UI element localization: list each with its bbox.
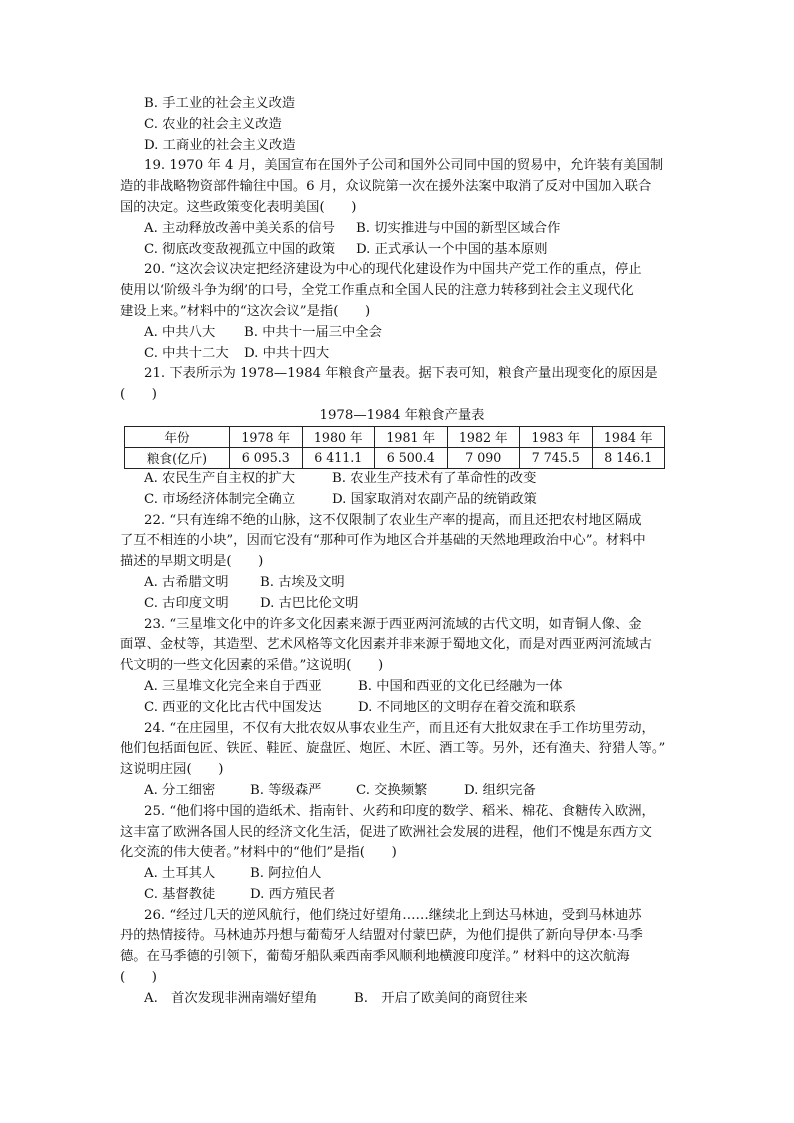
table-title: 1978—1984 年粮食产量表 [319, 407, 485, 423]
option-a: A. 主动释放改善中美关系的信号 [144, 220, 335, 236]
question-text: 他们包括面包匠、铁匠、鞋匠、旋盘匠、炮匠、木匠、酒工等。另外，还有渔夫、狩猎人等。” [120, 741, 666, 757]
table-header-cell: 1980 年 [302, 426, 375, 447]
option-d: D. 古巴比伦文明 [260, 595, 359, 611]
option-a: A. 中共八大 [144, 324, 216, 340]
question-text: 19. 1970 年 4 月，美国宣布在国外子公司和国外公司同中国的贸易中，允许装有美国制 [144, 158, 664, 174]
option-d: D. 正式承认一个中国的基本原则 [356, 241, 548, 257]
option-row [120, 594, 680, 615]
question-text: 了互不相连的小块”，因而它没有“那种可作为地区合并基础的天然地理政治中心”。材料中 [120, 533, 646, 549]
option-a: A. 首次发现非洲南端好望角 [144, 990, 318, 1006]
option-d: D. 工商业的社会主义改造 [144, 137, 296, 153]
question-text: 德。在马季德的引领下，葡萄牙船队乘西南季风顺利地横渡印度洋。” 材料中的这次航海 [120, 949, 630, 965]
question-text: 造的非战略物资部件输往中国。6 月，众议院第一次在援外法案中取消了反对中国加入联合 [120, 179, 652, 195]
question-text: 25. “他们将中国的造纸术、指南针、火药和印度的数学、稻米、棉花、食糖传入欧洲， [144, 803, 655, 819]
table-cell: 8 146.1 [592, 447, 665, 468]
question-text: ( ) [120, 970, 157, 986]
option-row [120, 885, 680, 906]
exam-page [120, 94, 680, 1010]
table-cell: 6 095.3 [230, 447, 303, 468]
option-d: D. 中共十四大 [244, 345, 330, 361]
option-c: C. 基督教徒 [144, 886, 216, 902]
option-row [120, 344, 680, 365]
option-c: C. 交换频繁 [356, 782, 428, 798]
question-24 [120, 719, 680, 802]
question-text: 描述的早期文明是( ) [120, 554, 264, 570]
option-row [120, 323, 680, 344]
question-text: 国的决定。这些政策变化表明美国( ) [120, 199, 357, 215]
option-row [120, 490, 680, 511]
question-23 [120, 615, 680, 719]
question-text: 24. “在庄园里，不仅有大批农奴从事农业生产，而且还有大批奴隶在手工作坊里劳动， [144, 720, 655, 736]
q18-options [120, 94, 680, 156]
table-header-cell: 1984 年 [592, 426, 665, 447]
question-text: 丹的热情接待。马林迪苏丹想与葡萄牙人结盟对付蒙巴萨，为他们提供了新向导伊本·马季 [120, 928, 643, 944]
option-b: B. 开启了欧美间的商贸往来 [354, 990, 528, 1006]
option-b: B. 切实推进与中国的新型区域合作 [356, 220, 561, 236]
option-a: A. 分工细密 [144, 782, 216, 798]
table-row [125, 447, 665, 468]
question-text: 这丰富了欧洲各国人民的经济文化生活，促进了欧洲社会发展的进程，他们不愧是东西方文 [120, 824, 652, 840]
table-header-row [125, 426, 665, 447]
table-cell: 6 411.1 [302, 447, 375, 468]
question-text: 建设上来。”材料中的“这次会议”是指( ) [120, 303, 371, 319]
option-row [120, 677, 680, 698]
option-c: C. 西亚的文化比古代中国发达 [144, 699, 322, 715]
table-header-cell: 1981 年 [375, 426, 448, 447]
question-text: 代文明的一些文化因素的采借。”这说明( ) [120, 658, 384, 674]
grain-output-table [124, 426, 665, 469]
table-cell: 7 745.5 [520, 447, 593, 468]
option-b: B. 手工业的社会主义改造 [144, 96, 296, 111]
question-21 [120, 364, 680, 510]
option-b: B. 古埃及文明 [260, 574, 345, 590]
option-b: B. 等级森严 [250, 782, 322, 798]
option-d: D. 国家取消对农副产品的统销政策 [332, 491, 537, 507]
option-row [120, 864, 680, 885]
option-c: C. 彻底改变敌视孤立中国的政策 [144, 241, 336, 257]
option-c: C. 古印度文明 [144, 595, 229, 611]
table-cell: 6 500.4 [375, 447, 448, 468]
option-c: C. 中共十二大 [144, 345, 229, 361]
question-20 [120, 260, 680, 364]
option-row [120, 469, 680, 490]
question-text: 使用以‘阶级斗争为纲’的口号，全党工作重点和全国人民的注意力转移到社会主义现代化 [120, 283, 634, 299]
option-row [120, 219, 680, 240]
question-text: ( ) [120, 387, 157, 403]
option-c: C. 市场经济体制完全确立 [144, 491, 296, 507]
option-row [120, 989, 680, 1010]
table-header-cell: 1982 年 [447, 426, 520, 447]
question-25 [120, 802, 680, 906]
option-b: B. 中国和西亚的文化已经融为一体 [358, 678, 563, 694]
question-19 [120, 156, 680, 260]
option-d: D. 组织完备 [464, 782, 536, 798]
table-header-cell: 1983 年 [520, 426, 593, 447]
question-text: 20. “这次会议决定把经济建设为中心的现代化建设作为中国共产党工作的重点，停止 [144, 262, 642, 278]
option-d: D. 西方殖民者 [250, 886, 336, 902]
table-header-cell: 年份 [125, 426, 230, 447]
option-b: B. 中共十一届三中全会 [244, 324, 382, 340]
question-text: 23. “三星堆文化中的许多文化因素来源于西亚两河流域的古代文明，如青铜人像、金 [144, 616, 642, 632]
option-a: A. 农民生产自主权的扩大 [144, 470, 296, 486]
question-text: 22. “只有连绵不绝的山脉，这不仅限制了农业生产率的提高，而且还把农村地区隔成 [144, 512, 642, 528]
question-22 [120, 511, 680, 615]
question-text: 这说明庄园( ) [120, 762, 224, 778]
option-b: B. 农业生产技术有了革命性的改变 [332, 470, 537, 486]
question-text: 26. “经过几天的逆风航行，他们绕过好望角……继续北上到达马林迪，受到马林迪苏 [144, 907, 642, 923]
option-a: A. 土耳其人 [144, 866, 216, 882]
question-text: 面罩、金杖等，其造型、艺术风格等文化因素并非来源于蜀地文化，而是对西亚两河流域古 [120, 637, 652, 653]
option-d: D. 不同地区的文明存在着交流和联系 [358, 699, 577, 715]
table-header-cell: 1978 年 [230, 426, 303, 447]
question-text: 化交流的伟大使者。”材料中的“他们”是指( ) [120, 845, 397, 861]
option-a: A. 三星堆文化完全来自于西亚 [144, 678, 322, 694]
option-row [120, 781, 680, 802]
table-cell: 7 090 [447, 447, 520, 468]
option-row [120, 573, 680, 594]
option-c: C. 农业的社会主义改造 [144, 116, 282, 132]
option-row [120, 698, 680, 719]
option-a: A. 古希腊文明 [144, 574, 229, 590]
question-text: 21. 下表所示为 1978—1984 年粮食产量表。据下表可知，粮食产量出现变化的原因是 [144, 366, 658, 382]
question-26 [120, 906, 680, 1010]
table-cell: 粮食(亿斤) [125, 447, 230, 468]
option-b: B. 阿拉伯人 [250, 866, 322, 882]
option-row [120, 240, 680, 261]
